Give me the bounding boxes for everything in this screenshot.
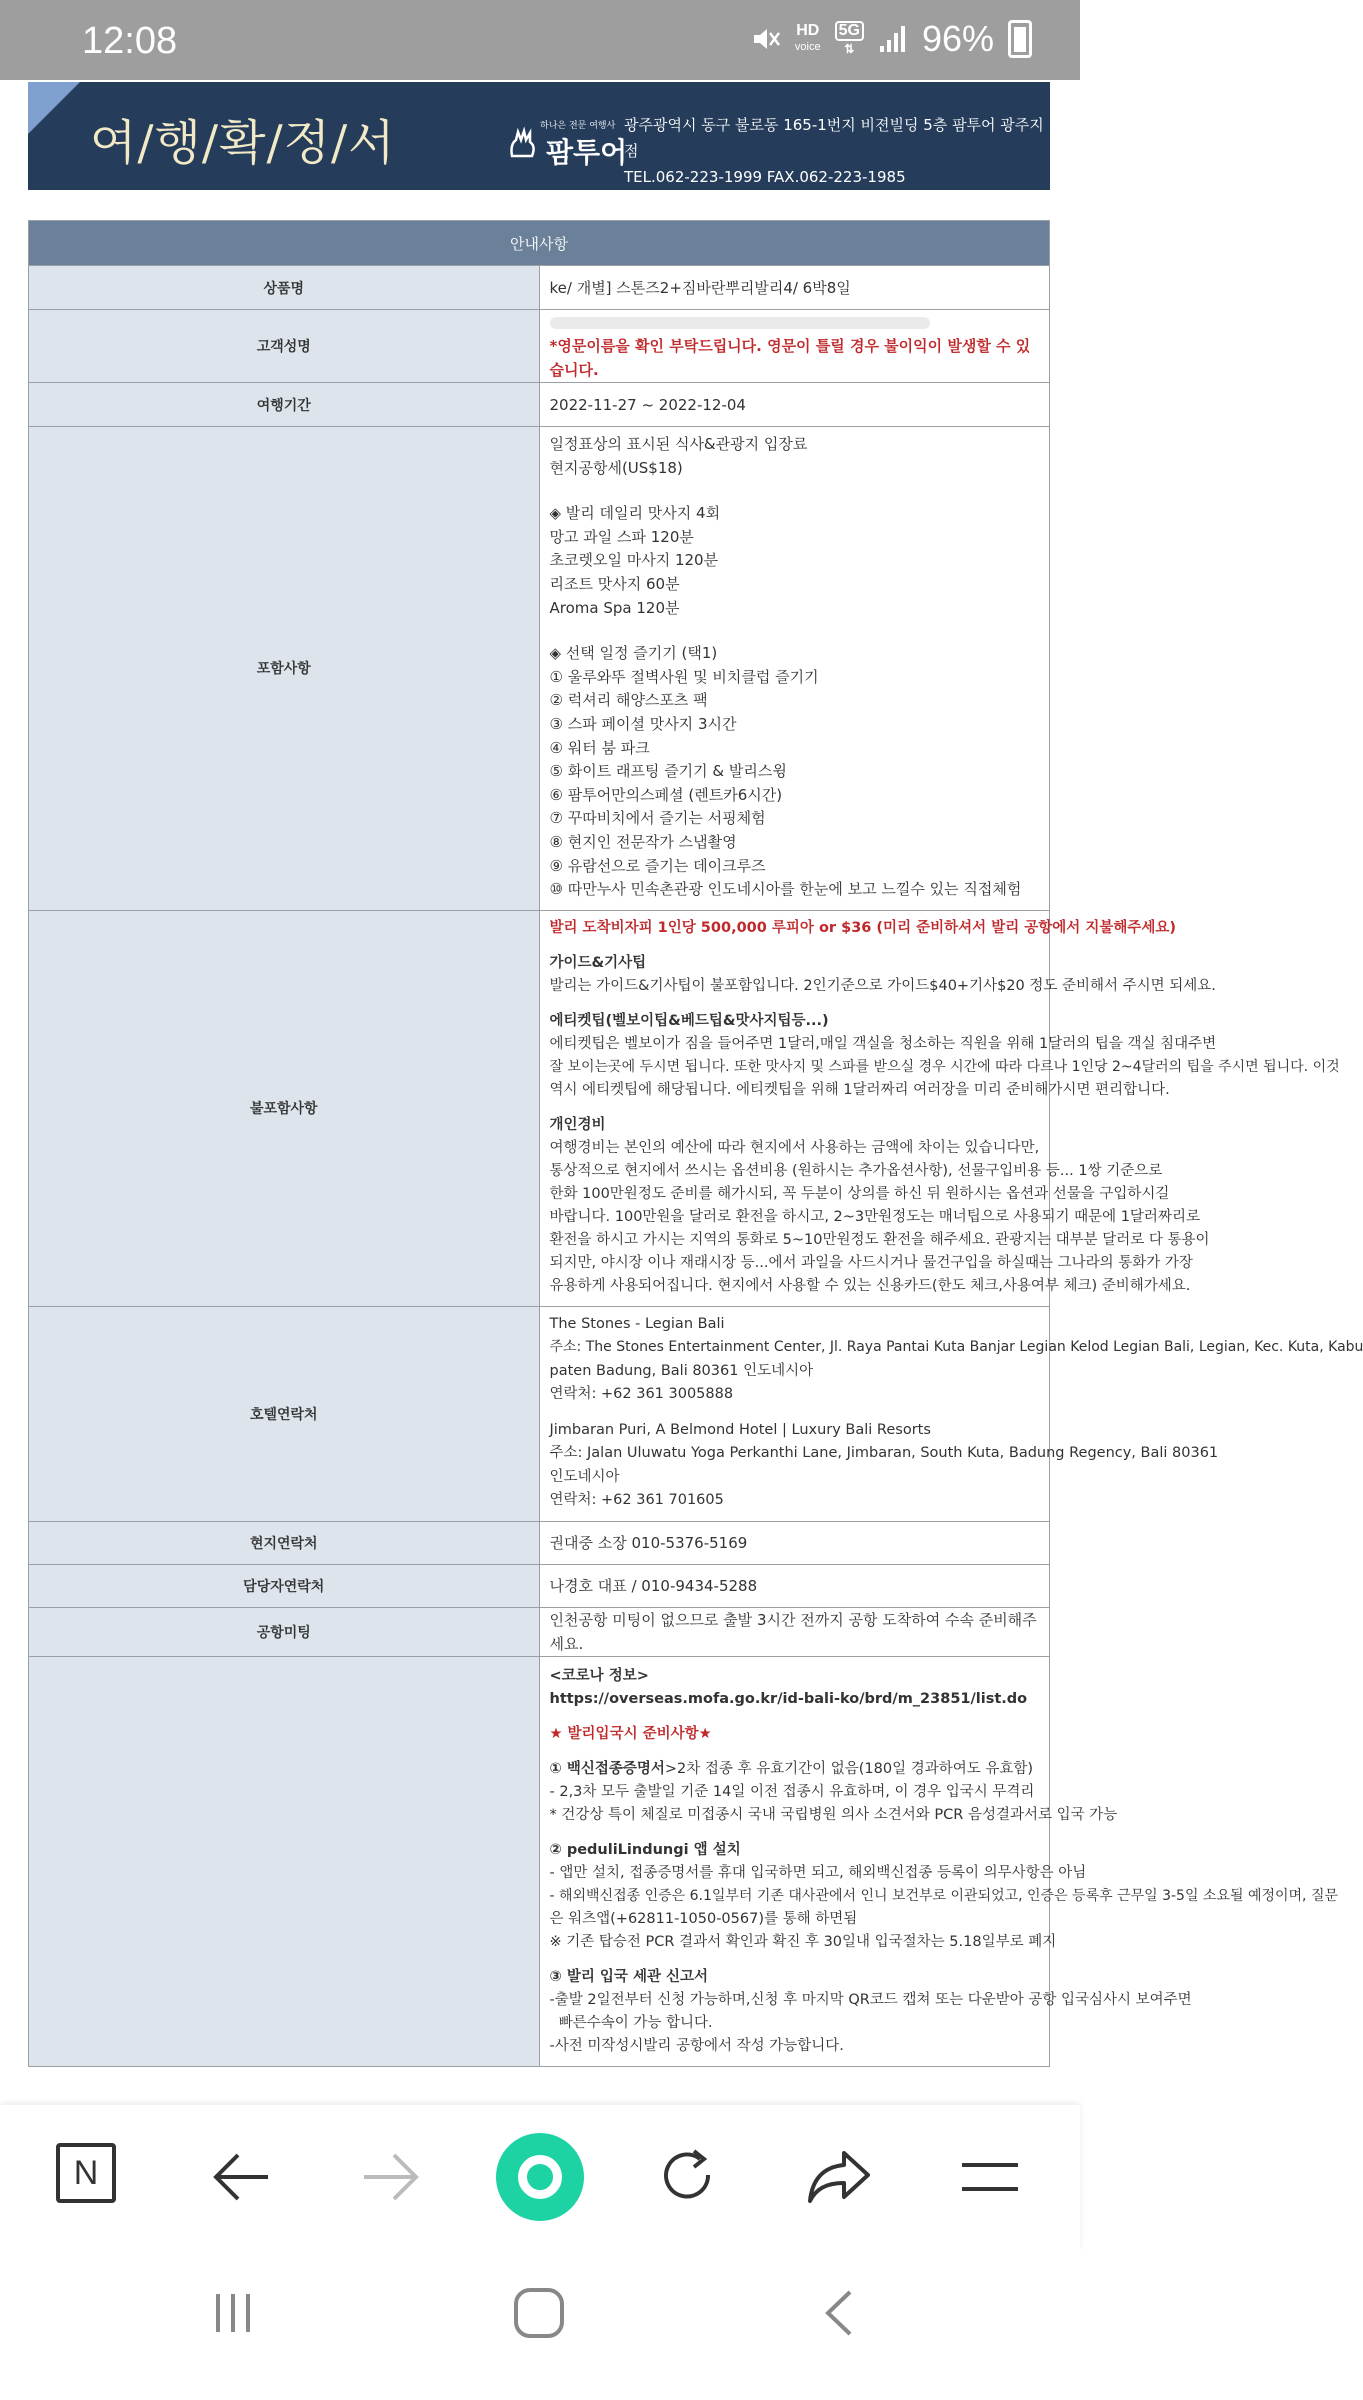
system-navigation-bar <box>0 2250 1080 2400</box>
app-install-title: ② peduliLindungi 앱 설치 <box>549 1841 741 1858</box>
row-label: 상품명 <box>29 266 540 310</box>
table-row-product <box>29 266 1050 310</box>
travel-period: 2022-11-27 ~ 2022-12-04 <box>539 383 1050 427</box>
included-line: 현지공항세(US$18) <box>549 458 683 477</box>
hotel2-name: Jimbaran Puri, A Belmond Hotel | Luxury Bali Resorts <box>549 1421 931 1438</box>
battery-icon <box>1008 20 1032 58</box>
forward-arrow-icon[interactable] <box>358 2149 422 2205</box>
hd-voice-indicator <box>795 23 821 55</box>
row-label: 담당자연락처 <box>29 1564 540 1607</box>
covid-info-title: <코로나 정보> <box>549 1667 649 1684</box>
vaccine-cert-line: - 2,3차 모두 출발일 기준 14일 이전 접종시 유효하며, 이 경우 입국시 무격리 <box>549 1783 1035 1800</box>
included-line: ⑦ 꾸따비치에서 즐기는 서핑체험 <box>549 809 766 828</box>
guide-tip-text: 발리는 가이드&기사팁이 불포함입니다. 2인기준으로 가이드$40+기사$20 정도 준비해서 주시면 되세요. <box>549 977 1216 994</box>
naver-n-icon: N <box>56 2143 116 2203</box>
spacer <box>550 620 1040 642</box>
green-dot-icon <box>518 2155 562 2199</box>
logo-hand-icon <box>506 128 540 162</box>
document-header-banner <box>28 82 1050 190</box>
signal-icon <box>878 24 908 54</box>
english-name-warning: *영문이름을 확인 부탁드립니다. 영문이 틀릴 경우 불이익이 발생할 수 있습니다. <box>549 337 1031 379</box>
logo-name: 팜투어 <box>546 136 628 169</box>
travel-info-table <box>28 220 1363 2067</box>
battery-percent: 96% <box>921 18 994 59</box>
hotel2-address: 주소: Jalan Uluwatu Yoga Perkanthi Lane, Jimbaran, South Kuta, Badung Regency, Bali 80361 <box>549 1445 1219 1462</box>
voice-label: voice <box>794 41 821 53</box>
table-row-airport <box>29 1607 1050 1656</box>
spacer <box>550 1827 1040 1839</box>
vaccine-cert-title: ① 백신접종증명서 <box>549 1760 665 1777</box>
spacer <box>550 1746 1040 1758</box>
visa-fee-notice: 발리 도착비자피 1인당 500,000 루피아 or $36 (미리 준비하셔서 발리 공항에서 지불해주세요) <box>549 919 1177 936</box>
customs-form-line: 빠른수속이 가능 합니다. <box>549 2014 713 2031</box>
personal-expense-title: 개인경비 <box>549 1116 606 1133</box>
table-row-notes <box>29 1656 1050 2066</box>
spacer <box>550 998 1040 1010</box>
table-row-local-contact <box>29 1521 1050 1564</box>
included-line: 초코렛오일 마사지 120분 <box>549 551 719 570</box>
redacted-customer-name <box>550 317 930 329</box>
personal-expense-line: 바랍니다. 100만원을 달러로 환전을 하시고, 2~3만원정도는 매너팁으로 사용되기 때문에 1달러짜리로 <box>549 1208 1200 1225</box>
included-line: ③ 스파 페이셜 맛사지 3시간 <box>549 714 737 733</box>
included-line: ⑤ 화이트 래프팅 즐기기 & 발리스윙 <box>549 762 787 781</box>
entry-prep-title: ★ 발리입국시 준비사항★ <box>549 1725 712 1742</box>
etiquette-line: 잘 보이는곳에 두시면 됩니다. 또한 맛사지 및 스파를 받으실 경우 시간에 따라 다르나 1인당 2~4달러의 팁을 주시면 됩니다. 이것 <box>549 1058 1340 1075</box>
hotel1-address-cont: paten Badung, Bali 80361 인도네시아 <box>549 1362 814 1379</box>
browser-toolbar <box>0 2105 1080 2250</box>
manager-contact-value: 나경호 대표 / 010-9434-5288 <box>539 1564 1050 1607</box>
company-address: 광주광역시 동구 불로동 165-1번지 비젼빌딩 5층 팜투어 광주지점 <box>624 116 1044 160</box>
home-icon[interactable] <box>512 2286 566 2340</box>
spacer <box>550 1102 1040 1114</box>
network-type-indicator: 5G ⇅ <box>835 21 864 57</box>
vaccine-cert-validity: >2차 접종 후 유효기간이 없음(180일 경과하여도 유효함) <box>664 1760 1034 1777</box>
system-back-icon[interactable] <box>820 2288 860 2338</box>
menu-icon[interactable] <box>960 2153 1020 2201</box>
hd-label: HD <box>796 22 820 39</box>
included-line: Aroma Spa 120분 <box>549 598 680 617</box>
app-install-line: 은 워츠앱(+62811-1050-0567)를 통해 하면됨 <box>549 1910 858 1927</box>
logo-subtitle: 하나은 전문 여행사 <box>540 121 616 131</box>
naver-home-button[interactable] <box>56 2143 116 2203</box>
back-arrow-icon[interactable] <box>210 2149 274 2205</box>
table-row-customer <box>29 310 1050 383</box>
company-logo <box>506 118 627 171</box>
local-contact-value: 권대중 소장 010-5376-5169 <box>539 1521 1050 1564</box>
included-line: ⑥ 팜투어만의스페셜 (렌트카6시간) <box>549 785 783 804</box>
banner-corner-decoration <box>28 82 80 134</box>
status-bar <box>0 0 1080 80</box>
table-header: 안내사항 <box>29 221 1050 266</box>
etiquette-line: 역시 에티켓팁에 해당됩니다. 에티켓팁을 위해 1달러짜리 여러장을 미리 준비해가시면 편리합니다. <box>549 1081 1170 1098</box>
customs-form-title: ③ 발리 입국 세관 신고서 <box>549 1968 709 1985</box>
app-install-line: - 해외백신접종 인증은 6.1일부터 기존 대사관에서 인니 보건부로 이관되었고, 인증은 등록후 근무일 3-5일 소요될 예정이며, 질문 <box>549 1887 1339 1904</box>
hotel2-phone: 연락처: +62 361 701605 <box>549 1492 724 1509</box>
personal-expense-line: 통상적으로 현지에서 쓰시는 옵션비용 (원하시는 추가옵션사항), 선물구입비용 등... 1쌍 기준으로 <box>549 1162 1163 1179</box>
document-title: 여/행/확/정/서 <box>90 115 396 171</box>
mute-icon <box>751 24 781 54</box>
spacer <box>550 1407 1040 1419</box>
spacer <box>550 1711 1040 1723</box>
hotel1-phone: 연락처: +62 361 3005888 <box>549 1386 734 1403</box>
spacer <box>550 1954 1040 1966</box>
included-line: ① 울루와뚜 절벽사원 및 비치클럽 즐기기 <box>549 667 819 686</box>
table-row-hotel <box>29 1306 1050 1521</box>
company-address-block <box>624 112 1050 190</box>
row-label: 호텔연락처 <box>29 1306 540 1521</box>
personal-expense-line: 환전을 하시고 가시는 지역의 통화로 5~10만원정도 환전을 해주세요. 관광지는 대부분 달러로 다 통용이 <box>549 1231 1210 1248</box>
personal-expense-line: 한화 100만원정도 준비를 해가시되, 꼭 두분이 상의를 하신 뒤 원하시는 옵션과 선물을 구입하시길 <box>549 1185 1170 1202</box>
app-install-line: - 앱만 설치, 접종증명서를 휴대 입국하면 되고, 해외백신접종 등록이 의무사항은 아님 <box>549 1864 1087 1881</box>
included-line: ④ 워터 붐 파크 <box>549 738 650 757</box>
included-line: ◈ 발리 데일리 맛사지 4회 <box>549 504 721 523</box>
personal-expense-line: 여행경비는 본인의 예산에 따라 현지에서 사용하는 금액에 차이는 있습니다만, <box>549 1139 1040 1156</box>
company-contact: TEL.062-223-1999 FAX.062-223-1985 <box>624 168 906 186</box>
included-line: ◈ 선택 일정 즐기기 (택1) <box>549 644 718 663</box>
table-row-included <box>29 427 1050 911</box>
hotel1-address: 주소: The Stones Entertainment Center, Jl. Raya Pantai Kuta Banjar Legian Kelod Legian Bali, Legian, Kec. Kuta, Kabu <box>549 1339 1363 1356</box>
personal-expense-line: 유용하게 사용되어집니다. 현지에서 사용할 수 있는 신용카드(한도 체크,사용여부 체크) 준비해가세요. <box>549 1277 1191 1294</box>
net-type-label: 5G <box>835 21 864 41</box>
spacer <box>550 480 1040 502</box>
hotel1-name: The Stones - Legian Bali <box>549 1315 725 1332</box>
row-label: 여행기간 <box>29 383 540 427</box>
row-label: 포함사항 <box>29 427 540 911</box>
row-label: 고객성명 <box>29 310 540 383</box>
status-time: 12:08 <box>82 20 178 62</box>
row-label: 불포함사항 <box>29 910 540 1306</box>
included-line: 망고 과일 스파 120분 <box>549 527 694 546</box>
included-line: ⑨ 유람선으로 즐기는 데이크루즈 <box>549 856 766 875</box>
included-line: ⑩ 따만누사 민속촌관광 인도네시아를 한눈에 보고 느낄수 있는 직접체험 <box>549 880 1022 899</box>
etiquette-tip-title: 에티켓팁(벨보이팁&베드팁&맛사지팁등...) <box>549 1012 829 1029</box>
included-line: ② 럭셔리 해양스포츠 팩 <box>549 691 708 710</box>
guide-tip-title: 가이드&기사팁 <box>549 954 647 971</box>
airport-meeting-value: 인천공항 미팅이 없으므로 출발 3시간 전까지 공항 도착하여 수속 준비해주세요. <box>539 1607 1050 1656</box>
table-row-period <box>29 383 1050 427</box>
vaccine-cert-heading <box>550 1758 1040 1781</box>
personal-expense-line: 되지만, 야시장 이나 재래시장 등...에서 과일을 사드시거나 물건구입을 하실때는 그나라의 통화가 가장 <box>549 1254 1193 1271</box>
green-dot-button[interactable] <box>496 2133 584 2221</box>
recent-apps-icon[interactable] <box>208 2288 258 2338</box>
covid-info-link[interactable]: https://overseas.mofa.go.kr/id-bali-ko/brd/m_23851/list.do <box>549 1690 1028 1707</box>
refresh-icon[interactable] <box>656 2145 720 2209</box>
table-row-manager-contact <box>29 1564 1050 1607</box>
row-label: 공항미팅 <box>29 1607 540 1656</box>
etiquette-line: 에티켓팁은 벨보이가 짐을 들어주면 1달러,매일 객실을 청소하는 직원을 위해 1달러의 팁을 객실 침대주변 <box>549 1035 1217 1052</box>
customs-form-line: -출발 2일전부터 신청 가능하며,신청 후 마지막 QR코드 캡쳐 또는 다운받아 공항 입국심사시 보여주면 <box>549 1991 1192 2008</box>
vaccine-cert-line: * 건강상 특이 체질로 미접종시 국내 국립병원 의사 소견서와 PCR 음성결과서로 입국 가능 <box>549 1806 1118 1823</box>
product-name: ke/ 개별] 스톤즈2+짐바란뿌리발리4/ 6박8일 <box>539 266 1050 310</box>
included-line: 일정표상의 표시된 식사&관광지 입장료 <box>549 435 808 453</box>
included-line: 리조트 맛사지 60분 <box>549 574 680 593</box>
hotel2-address-cont: 인도네시아 <box>549 1468 620 1485</box>
share-icon[interactable] <box>804 2145 874 2209</box>
included-line: ⑧ 현지인 전문작가 스냅촬영 <box>549 832 737 851</box>
app-install-line: ※ 기존 탑승전 PCR 결과서 확인과 확진 후 30일내 입국절차는 5.18일부로 폐지 <box>549 1933 1057 1950</box>
table-row-excluded <box>29 910 1050 1306</box>
row-label: 현지연락처 <box>29 1521 540 1564</box>
spacer <box>550 940 1040 952</box>
customs-form-line: -사전 미작성시발리 공항에서 작성 가능합니다. <box>549 2037 844 2054</box>
